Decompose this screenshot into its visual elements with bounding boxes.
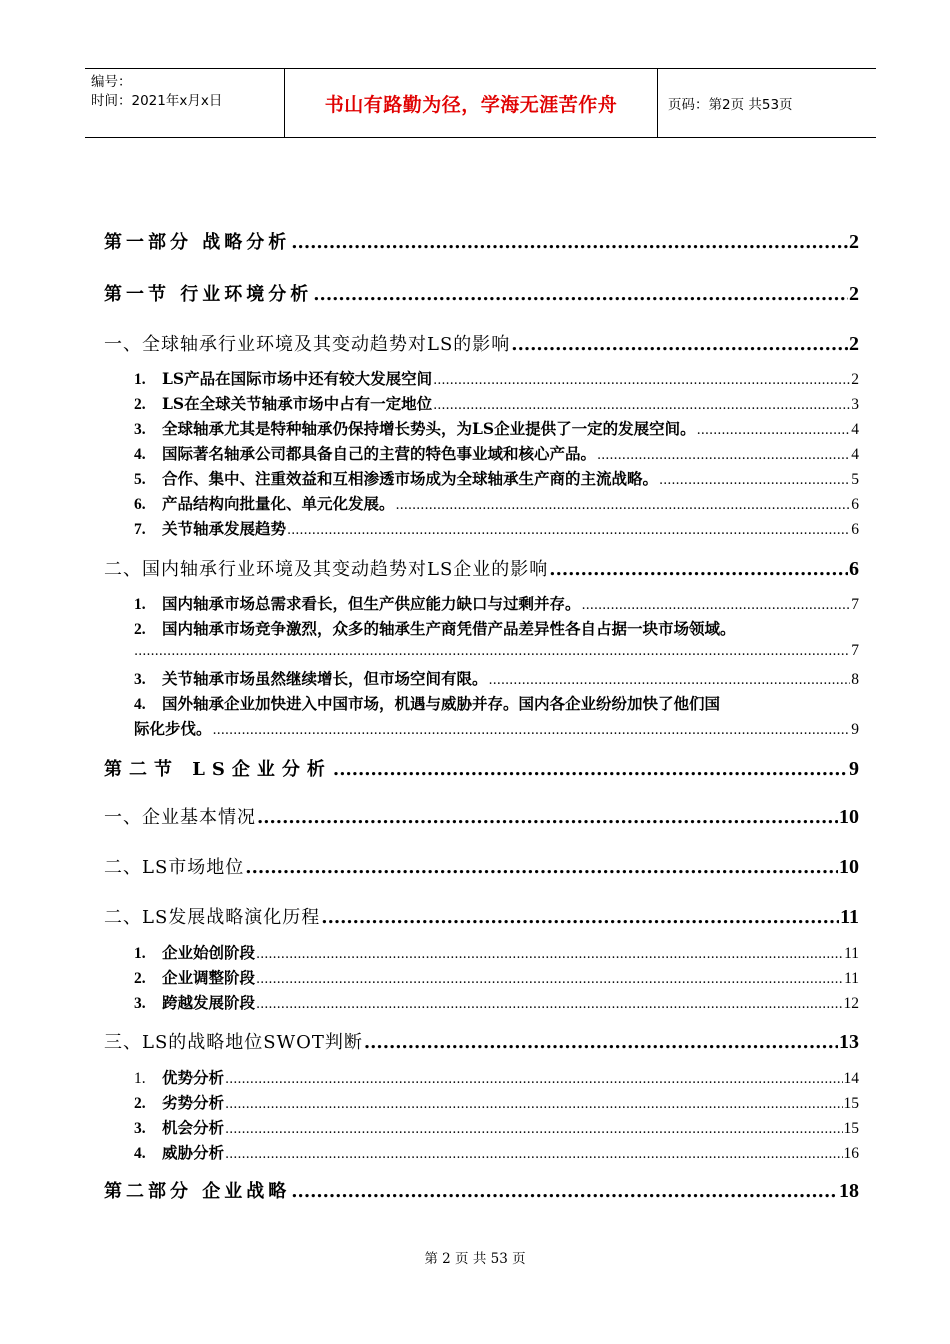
page-footer: 第 2 页 共 53 页 xyxy=(424,1251,526,1267)
toc-leader-dots xyxy=(313,284,848,305)
toc-leader-dots xyxy=(364,1032,838,1053)
toc-subentry[interactable] xyxy=(134,667,859,689)
toc-entry-page: 6 xyxy=(851,521,859,538)
toc-entry-title-continued: 际化步伐。 xyxy=(134,719,212,738)
toc-entry-page: 8 xyxy=(851,671,859,688)
toc-subentry[interactable] xyxy=(134,517,859,539)
toc-entry-number: 2. xyxy=(134,396,146,413)
toc-entry-title: LS产品在国际市场中还有较大发展空间 xyxy=(162,369,433,388)
page-header xyxy=(85,68,876,138)
toc-entry-title: 优势分析 xyxy=(162,1068,225,1087)
toc-entry-page: 4 xyxy=(851,446,859,463)
toc-entry-title: 国外轴承企业加快进入中国市场，机遇与威胁并存。国内各企业纷纷加快了他们国 xyxy=(162,694,721,713)
toc-subentry-continuation[interactable] xyxy=(134,717,859,739)
toc-leader-dots xyxy=(659,473,850,488)
toc-entry[interactable] xyxy=(104,755,859,781)
toc-leader-dots xyxy=(213,723,851,738)
toc-leader-dots xyxy=(291,232,848,253)
toc-entry-number: 1. xyxy=(134,596,146,613)
toc-subentry[interactable] xyxy=(134,392,859,414)
toc-leader-dots xyxy=(225,1097,842,1112)
toc-leader-dots xyxy=(697,423,851,438)
toc-entry-title: 三、LS的战略地位SWOT判断 xyxy=(104,1032,363,1053)
toc-entry-number: 3. xyxy=(134,421,146,438)
toc-leader-dots xyxy=(321,907,839,928)
toc-entry-title: 合作、集中、注重效益和互相渗透市场成为全球轴承生产商的主流战略。 xyxy=(162,469,659,488)
toc-entry-title: 产品结构向批量化、单元化发展。 xyxy=(162,494,395,513)
toc-entry-title: 跨越发展阶段 xyxy=(162,993,256,1012)
toc-entry[interactable] xyxy=(104,853,859,879)
toc-entry-number: 4. xyxy=(134,1145,146,1162)
toc-leader-dots xyxy=(511,334,848,355)
toc-entry-page: 9 xyxy=(849,758,859,780)
toc-entry-page: 10 xyxy=(839,806,859,828)
toc-entry-number: 1. xyxy=(134,371,146,388)
toc-entry-number: 1. xyxy=(134,945,146,962)
toc-entry-page: 15 xyxy=(843,1095,859,1112)
toc-entry-page: 9 xyxy=(851,721,859,738)
toc-entry-title: 企业调整阶段 xyxy=(162,968,256,987)
toc-entry[interactable] xyxy=(104,1177,859,1203)
toc-entry-title: 关节轴承发展趋势 xyxy=(162,519,287,538)
toc-entry-number: 1. xyxy=(134,1070,146,1087)
toc-subentry[interactable] xyxy=(134,1066,859,1088)
toc-entry-number: 3. xyxy=(134,671,146,688)
toc-entry[interactable] xyxy=(104,903,859,929)
toc-entry-number: 2. xyxy=(134,1095,146,1112)
toc-subentry[interactable] xyxy=(134,442,859,464)
toc-entry-title: 第二节 LS企业分析 xyxy=(104,759,332,780)
toc-entry[interactable] xyxy=(104,330,859,356)
toc-leader-dots xyxy=(396,498,851,513)
toc-leader-dots xyxy=(582,598,851,613)
toc-entry-number: 3. xyxy=(134,995,146,1012)
toc-entry-title: 劣势分析 xyxy=(162,1093,225,1112)
toc-leader-dots xyxy=(225,1122,842,1137)
toc-leader-dots xyxy=(256,947,843,962)
toc-entry-number: 4. xyxy=(134,446,146,463)
toc-subentry[interactable] xyxy=(134,367,859,389)
toc-entry-page: 3 xyxy=(851,396,859,413)
toc-entry-title: 机会分析 xyxy=(162,1118,225,1137)
toc-entry-title: 国内轴承市场竞争激烈，众多的轴承生产商凭借产品差异性各自占据一块市场领域。 xyxy=(162,619,736,638)
toc-entry-page: 18 xyxy=(839,1180,859,1202)
toc-leader-dots xyxy=(257,807,838,828)
toc-leader-dots xyxy=(256,997,842,1012)
toc-entry-title: 二、LS发展战略演化历程 xyxy=(104,907,321,928)
toc-entry-title: 第二部分 企业战略 xyxy=(104,1181,291,1202)
toc-subentry[interactable] xyxy=(134,941,859,963)
toc-entry-number: 2. xyxy=(134,621,146,638)
toc-subentry[interactable] xyxy=(134,467,859,489)
toc-entry-page: 5 xyxy=(851,471,859,488)
toc-entry-page: 16 xyxy=(843,1145,859,1162)
toc-subentry[interactable] xyxy=(134,991,859,1013)
toc-leader-dots xyxy=(433,398,850,413)
toc-subentry[interactable] xyxy=(134,1116,859,1138)
toc-entry[interactable] xyxy=(104,803,859,829)
time-label: 时间：2021年x月x日 xyxy=(91,93,223,109)
toc-entry-page: 11 xyxy=(844,970,859,987)
header-page-info xyxy=(658,69,876,137)
toc-entry-number: 5. xyxy=(134,471,146,488)
toc-entry-page: 4 xyxy=(851,421,859,438)
toc-entry-title: 国内轴承市场总需求看长，但生产供应能力缺口与过剩并存。 xyxy=(162,594,581,613)
toc-entry-page: 2 xyxy=(849,333,859,355)
toc-entry[interactable] xyxy=(104,228,859,254)
toc-entry-title: 第一节 行业环境分析 xyxy=(104,284,313,305)
toc-leader-dots xyxy=(549,559,848,580)
toc-entry-title: 国际著名轴承公司都具备自己的主营的特色事业域和核心产品。 xyxy=(162,444,597,463)
header-meta xyxy=(85,69,285,137)
motto-text: 书山有路勤为径，学海无涯苦作舟 xyxy=(324,93,618,116)
toc-entry-page: 6 xyxy=(851,496,859,513)
toc-leader-dots xyxy=(597,448,850,463)
toc-entry-title: 二、国内轴承行业环境及其变动趋势对LS企业的影响 xyxy=(104,559,549,580)
toc-subentry-continuation[interactable] xyxy=(134,642,859,660)
toc-entry-page: 10 xyxy=(839,856,859,878)
toc-subentry[interactable] xyxy=(134,1141,859,1163)
toc-entry-title: 一、企业基本情况 xyxy=(104,807,256,828)
toc-entry-title: 威胁分析 xyxy=(162,1143,225,1162)
toc-subentry[interactable] xyxy=(134,692,720,714)
toc-entry-page: 2 xyxy=(849,231,859,253)
toc-entry[interactable] xyxy=(104,555,859,581)
toc-entry-title: LS在全球关节轴承市场中占有一定地位 xyxy=(162,394,433,413)
toc-leader-dots xyxy=(489,673,851,688)
toc-entry-number: 4. xyxy=(134,696,146,713)
toc-entry-page: 2 xyxy=(849,283,859,305)
toc-leader-dots xyxy=(333,759,848,780)
toc-entry-page: 7 xyxy=(851,596,859,613)
toc-leader-dots xyxy=(245,857,838,878)
toc-entry-number: 7. xyxy=(134,521,146,538)
toc-entry[interactable] xyxy=(104,280,859,306)
toc-entry-page: 7 xyxy=(851,642,859,659)
toc-entry-number: 3. xyxy=(134,1120,146,1137)
toc-leader-dots xyxy=(134,644,850,659)
toc-subentry[interactable] xyxy=(134,966,859,988)
toc-entry-title: 一、全球轴承行业环境及其变动趋势对LS的影响 xyxy=(104,334,511,355)
toc-subentry[interactable] xyxy=(134,1091,859,1113)
toc-leader-dots xyxy=(287,523,850,538)
toc-entry-page: 6 xyxy=(849,558,859,580)
toc-leader-dots xyxy=(225,1147,842,1162)
toc-entry-title: 全球轴承尤其是特种轴承仍保持增长势头，为LS企业提供了一定的发展空间。 xyxy=(162,419,696,438)
toc-entry-page: 13 xyxy=(839,1031,859,1053)
toc-entry-page: 2 xyxy=(851,371,859,388)
toc-subentry[interactable] xyxy=(134,617,736,639)
toc-entry-number: 6. xyxy=(134,496,146,513)
toc-entry-title: 二、LS市场地位 xyxy=(104,857,245,878)
toc-subentry[interactable] xyxy=(134,417,859,439)
toc-entry-page: 11 xyxy=(840,906,859,928)
page-label: 页码：第2页 共53页 xyxy=(668,97,793,113)
toc-leader-dots xyxy=(433,373,850,388)
toc-leader-dots xyxy=(256,972,843,987)
toc-entry-title: 关节轴承市场虽然继续增长，但市场空间有限。 xyxy=(162,669,488,688)
header-motto xyxy=(285,69,658,137)
toc-entry-number: 2. xyxy=(134,970,146,987)
toc-entry-page: 12 xyxy=(843,995,859,1012)
toc-entry-title: 第一部分 战略分析 xyxy=(104,232,291,253)
toc-leader-dots xyxy=(225,1072,842,1087)
toc-entry-page: 11 xyxy=(844,945,859,962)
toc-entry-page: 15 xyxy=(843,1120,859,1137)
number-label: 编号： xyxy=(91,74,132,90)
toc-subentry[interactable] xyxy=(134,592,859,614)
toc-entry-title: 企业始创阶段 xyxy=(162,943,256,962)
toc-entry-page: 14 xyxy=(843,1070,859,1087)
toc-leader-dots xyxy=(291,1181,838,1202)
toc-subentry[interactable] xyxy=(134,492,859,514)
toc-entry[interactable] xyxy=(104,1028,859,1054)
